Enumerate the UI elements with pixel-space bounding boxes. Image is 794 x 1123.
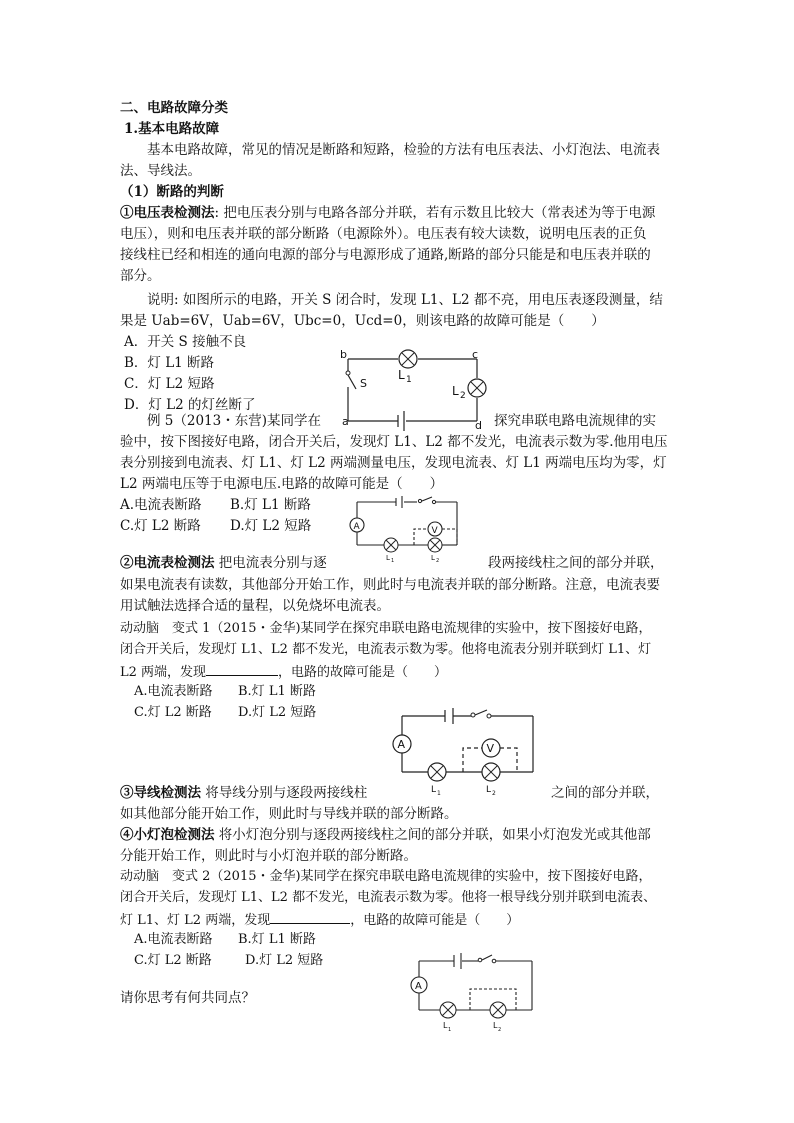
label-l1-3-sub: 1: [437, 790, 441, 797]
example5-line-1a: 例 5（2013・东营)某同学在: [147, 413, 322, 429]
label-l1: L: [398, 368, 405, 382]
variant1-line-1: 动动脑 变式 1（2015・金华)某同学在探究串联电路电流规律的实验中，按下图接好电路，: [120, 621, 652, 636]
lamp-method-line-2: 分能开始工作，则此时与小灯泡并联的部分断路。: [120, 848, 417, 864]
explain-option-a: A．开关 S 接触不良: [124, 334, 247, 350]
variant2-option-d: D.灯 L2 短路: [245, 953, 324, 968]
example5-option-b: B.灯 L1 断路: [230, 497, 311, 513]
label-l1-sub: 1: [406, 375, 412, 385]
example5-line-4: L2 两端电压等于电源电压.电路的故障可能是（ ）: [120, 476, 444, 492]
variant2-line-1: 动动脑 变式 2（2015・金华)某同学在探究串联电路电流规律的实验中，按下图接好电路，: [120, 869, 652, 884]
switch-s: [346, 371, 356, 389]
voltmeter-method-line-3: 接线柱已经和相连的通向电源的部分与电源形成了通路,断路的部分只能是和电压表并联的: [120, 247, 651, 263]
variant1-option-a: A.电流表断路: [134, 684, 213, 699]
variant1-option-c: C.灯 L2 断路: [134, 705, 212, 720]
wire-method-line-1a: [120, 783, 367, 803]
lamp-l2-3: [482, 763, 500, 781]
example5-option-a: A.电流表断路: [120, 497, 202, 513]
voltmeter-method-line-2: 电压），则和电压表并联的部分断路（电源除外）。电压表有较大读数，说明电压表的正负: [120, 226, 647, 242]
label-l1-3: L: [431, 785, 437, 795]
ammeter-method-line-3: 用试触法选择合适的量程，以免烧坏电流表。: [120, 598, 390, 614]
variant1-line-3: [120, 661, 447, 683]
example5-option-c: C.灯 L2 断路: [120, 518, 201, 534]
wire-method-line-1b: 之间的部分并联，: [551, 785, 659, 801]
explain-line-2: 果是 Uab=6V，Uab=6V，Ubc=0，Ucd=0，则该电路的故障可能是（ ）: [120, 313, 605, 329]
label-l2-4: L: [493, 1021, 498, 1030]
lamp-l2-4: [490, 1002, 506, 1018]
explain-line-1: 说明: 如图所示的电路，开关 S 闭合时，发现 L1、L2 都不亮，用电压表逐段测量，结: [147, 292, 663, 308]
section-heading: 二、电路故障分类: [120, 100, 228, 116]
circuit-diagram-1: [330, 345, 500, 430]
example5-line-1b: 探究串联电路电流规律的实: [494, 413, 656, 429]
ammeter-method-line-2: 如果电流表有读数，其他部分开始工作，则此时与电流表并联的部分断路。注意，电流表要: [120, 577, 660, 593]
circuit-diagram-2: [352, 496, 472, 564]
variant1-line-3a: L2 两端，发现: [120, 665, 207, 680]
variant1-answer-blank[interactable]: [206, 661, 278, 676]
variant2-answer-blank[interactable]: [270, 909, 350, 924]
subsection-open-circuit: （1）断路的判断: [120, 184, 224, 200]
variant2-option-b: B.灯 L1 断路: [238, 932, 316, 947]
label-l2-2-sub: 2: [436, 558, 440, 564]
variant2-line-3b: ，电路的故障可能是（ ）: [350, 913, 520, 928]
label-l2-3: L: [486, 785, 492, 795]
ammeter-a-3: A: [397, 738, 406, 751]
label-c: c: [472, 348, 479, 361]
label-l1-4-sub: 1: [448, 1027, 452, 1033]
intro-line-2: 法、导线法。: [120, 163, 201, 179]
subsection-basic-faults: 1.基本电路故障: [124, 121, 220, 137]
circuit-diagram-3: [393, 708, 543, 798]
example5-option-d: D.灯 L2 短路: [230, 518, 312, 534]
label-l2: L: [452, 384, 459, 398]
lamp-method-line-1: [120, 825, 651, 845]
variant2-option-a: A.电流表断路: [134, 932, 213, 947]
label-l2-4-sub: 2: [498, 1027, 502, 1033]
lamp-method-title: ④小灯泡检测法: [120, 827, 215, 843]
label-l2-3-sub: 2: [492, 790, 496, 797]
lamp-l1-2: [384, 538, 398, 552]
variant2-line-2: 闭合开关后，发现灯 L1、L2 都不发光，电流表示数为零。他将一根导线分别并联到电流表、: [120, 890, 657, 905]
explain-option-d: D．灯 L2 的灯丝断了: [124, 397, 256, 413]
lamp-l2-2: [428, 538, 442, 552]
ammeter-a-2: A: [353, 522, 360, 532]
battery: [398, 411, 404, 431]
wire-method-text: 将导线分别与逐段两接线柱: [201, 785, 368, 801]
voltmeter-v-2: V: [431, 526, 438, 536]
voltmeter-method-line-4: 部分。: [120, 268, 161, 284]
label-s: S: [360, 377, 367, 390]
variant2-line-3: [120, 909, 519, 931]
intro-line-1: 基本电路故障，常见的情况是断路和短路，检验的方法有电压表法、小灯泡法、电流表: [147, 142, 660, 158]
ammeter-method-line-1b: 段两接线柱之间的部分并联，: [488, 555, 664, 571]
label-l1-2-sub: 1: [391, 558, 395, 564]
label-l1-4: L: [443, 1021, 448, 1030]
variant2-line-3a: 灯 L1、灯 L2 两端，发现: [120, 913, 271, 928]
voltmeter-v-3: V: [486, 742, 495, 755]
circuit-diagram-4: [410, 953, 540, 1033]
variant1-option-d: D.灯 L2 短路: [238, 705, 317, 720]
variant1-line-2: 闭合开关后，发现灯 L1、L2 都不发光，电流表示数为零。他将电流表分别并联到灯 L1、灯: [120, 642, 652, 657]
voltmeter-method-text: : 把电压表分别与电路各部分并联，若有示数且比较大（常表述为等于电源: [214, 205, 656, 221]
lamp-l1-3: [428, 763, 446, 781]
closing-question: 请你思考有何共同点？: [120, 990, 255, 1006]
ammeter-a-4: A: [415, 981, 422, 992]
wire-method-title: ③导线检测法: [120, 785, 201, 801]
lamp-method-text: 将小灯泡分别与逐段两接线柱之间的部分并联，如果小灯泡发光或其他部: [214, 827, 651, 843]
explain-option-b: B．灯 L1 断路: [124, 355, 215, 371]
lamp-l1: [399, 350, 417, 368]
ammeter-method-title: ②电流表检测法: [120, 555, 215, 571]
wire-method-line-2: 如其他部分能开始工作，则此时与导线并联的部分断路。: [120, 806, 458, 822]
example5-line-2: 验中，按下图接好电路，闭合开关后，发现灯 L1、L2 都不发光，电流表示数为零.他用电压: [120, 434, 668, 450]
label-d: d: [475, 419, 482, 432]
variant1-line-3b: ，电路的故障可能是（ ）: [278, 665, 448, 680]
voltmeter-method-title: ①电压表检测法: [120, 205, 215, 221]
label-l2-sub: 2: [460, 391, 466, 401]
ammeter-method-line-1a: [120, 553, 327, 573]
lamp-l1-4: [440, 1002, 456, 1018]
example5-line-3: 表分别接到电流表、灯 L1、灯 L2 两端测量电压，发现电流表、灯 L1 两端电压均为零，灯: [120, 455, 667, 471]
ammeter-method-text: 把电流表分别与逐: [214, 555, 327, 571]
variant2-option-c: C.灯 L2 断路: [134, 953, 212, 968]
label-l1-2: L: [386, 554, 390, 562]
variant1-option-b: B.灯 L1 断路: [238, 684, 316, 699]
label-l2-2: L: [431, 554, 435, 562]
voltmeter-method-line-1: [120, 203, 655, 223]
lamp-l2: [468, 379, 486, 397]
explain-option-c: C．灯 L2 短路: [124, 376, 215, 392]
label-b: b: [340, 348, 347, 361]
label-a: a: [342, 415, 349, 428]
